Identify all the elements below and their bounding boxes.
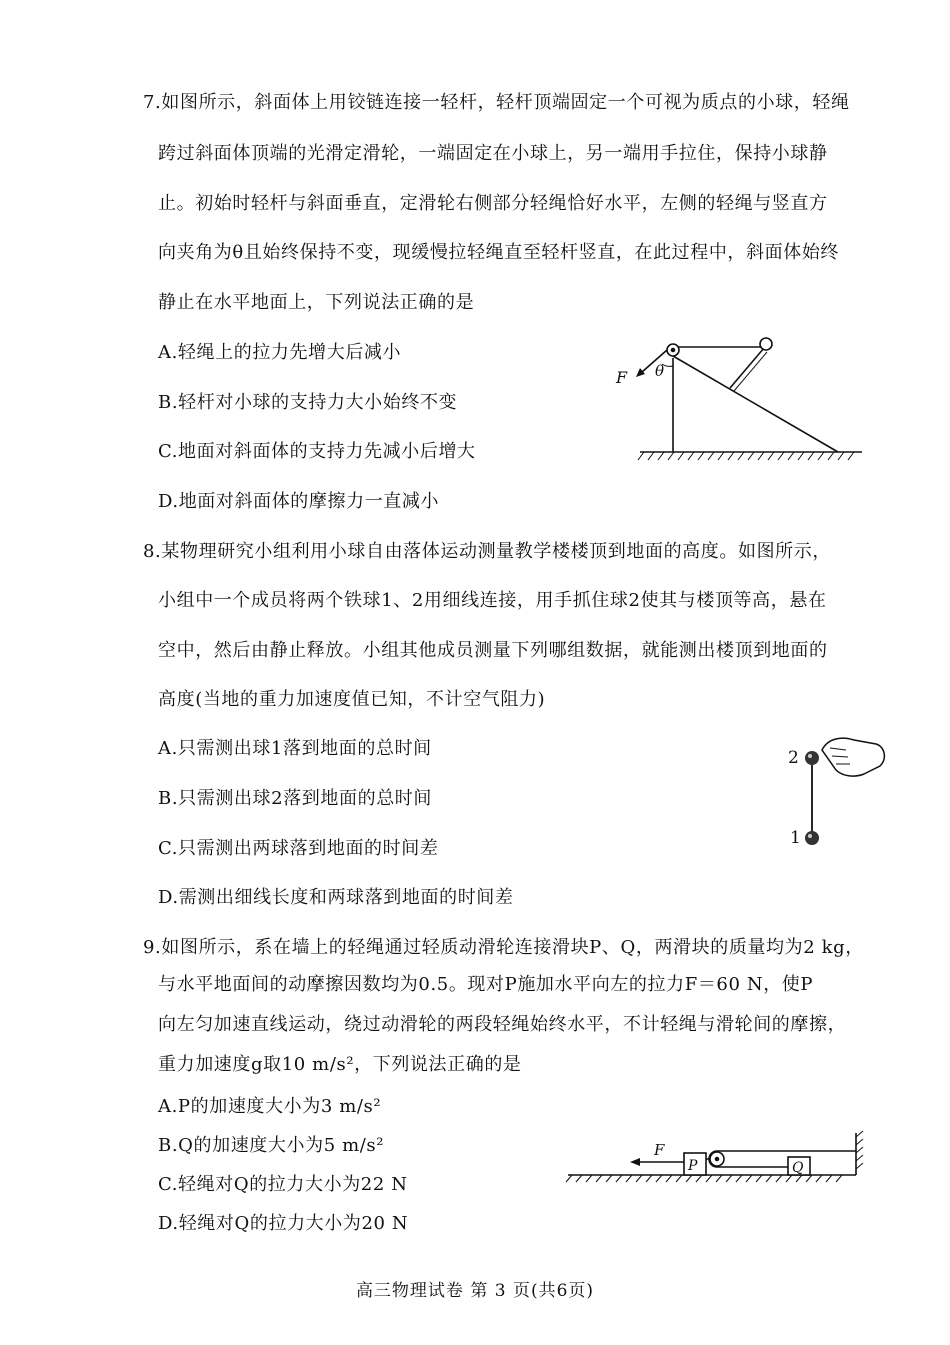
force-arrow-icon [636, 368, 645, 377]
q9-block-q-label: Q [792, 1160, 804, 1176]
q7-stem-line-3: 止。初始时轻杆与斜面垂直，定滑轮右侧部分轻绳恰好水平，左侧的轻绳与竖直方 [158, 193, 828, 214]
q7-stem-line-4: 向夹角为θ且始终保持不变，现缓慢拉轻绳直至轻杆竖直，在此过程中，斜面体始终 [158, 242, 840, 263]
q7-incline-figure [600, 330, 880, 470]
q9-stem-line-1: 9.如图所示，系在墙上的轻绳通过轻质动滑轮连接滑块P、Q，两滑块的质量均为2 kg， [143, 937, 864, 958]
q7-angle-label: θ [655, 362, 665, 380]
ground-hatch [566, 1175, 842, 1182]
q8-stem-line-1: 8.某物理研究小组利用小球自由落体运动测量教学楼楼顶到地面的高度。如图所示， [143, 541, 831, 562]
ball-2-icon [805, 751, 819, 765]
q7-option-b: B.轻杆对小球的支持力大小始终不变 [158, 392, 458, 413]
q8-option-c: C.只需测出两球落到地面的时间差 [158, 838, 439, 859]
q8-option-a: A.只需测出球1落到地面的总时间 [158, 738, 432, 759]
ball-2-label: 2 [788, 748, 799, 768]
q9-option-a: A.P的加速度大小为3 m/s² [158, 1096, 382, 1117]
light-rod [730, 348, 764, 388]
q9-stem-line-2: 与水平地面间的动摩擦因数均为0.5。现对P施加水平向左的拉力F＝60 N，使P [158, 974, 814, 995]
q7-stem-line-1: 7.如图所示，斜面体上用铰链连接一轻杆，轻杆顶端固定一个可视为质点的小球，轻绳 [143, 92, 850, 113]
q7-option-a: A.轻绳上的拉力先增大后减小 [158, 342, 402, 363]
incline-slope [673, 356, 838, 452]
q8-option-b: B.只需测出球2落到地面的总时间 [158, 788, 432, 809]
q8-stem-line-3: 空中，然后由静止释放。小组其他成员测量下列哪组数据，就能测出楼顶到地面的 [158, 640, 828, 661]
q9-pulley-blocks-figure [560, 1125, 870, 1185]
q7-stem-line-2: 跨过斜面体顶端的光滑定滑轮，一端固定在小球上，另一端用手拉住，保持小球静 [158, 143, 828, 164]
q9-force-label: F [654, 1141, 665, 1159]
q9-stem-line-3: 向左匀加速直线运动，绕过动滑轮的两段轻绳始终水平，不计轻绳与滑轮间的摩擦， [158, 1014, 847, 1035]
q9-stem-line-4: 重力加速度g取10 m/s²，下列说法正确的是 [158, 1054, 522, 1075]
q8-option-d: D.需测出细线长度和两球落到地面的时间差 [158, 887, 514, 908]
q9-block-p-label: P [688, 1158, 698, 1174]
ball-1-label: 1 [790, 828, 801, 848]
q9-option-d: D.轻绳对Q的拉力大小为20 N [158, 1213, 409, 1234]
ground-hatch [638, 452, 854, 460]
q9-option-b: B.Q的加速度大小为5 m/s² [158, 1135, 385, 1156]
q7-option-c: C.地面对斜面体的支持力先减小后增大 [158, 441, 476, 462]
wall-hatch [856, 1131, 863, 1169]
ball-1-icon [805, 831, 819, 845]
page-footer: 高三物理试卷 第 3 页(共6页) [355, 1281, 595, 1301]
hand-icon [822, 738, 884, 776]
force-arrow-icon [630, 1158, 640, 1166]
q7-stem-line-5: 静止在水平地面上，下列说法正确的是 [158, 292, 475, 313]
q8-falling-balls-figure [780, 730, 900, 860]
q7-force-label: F [616, 368, 628, 387]
ball-icon [760, 338, 772, 350]
q8-stem-line-2: 小组中一个成员将两个铁球1、2用细线连接，用手抓住球2使其与楼顶等高，悬在 [158, 590, 827, 611]
q7-option-d: D.地面对斜面体的摩擦力一直减小 [158, 491, 440, 512]
q9-option-c: C.轻绳对Q的拉力大小为22 N [158, 1174, 408, 1195]
q8-stem-line-4: 高度(当地的重力加速度值已知，不计空气阻力) [158, 689, 546, 710]
